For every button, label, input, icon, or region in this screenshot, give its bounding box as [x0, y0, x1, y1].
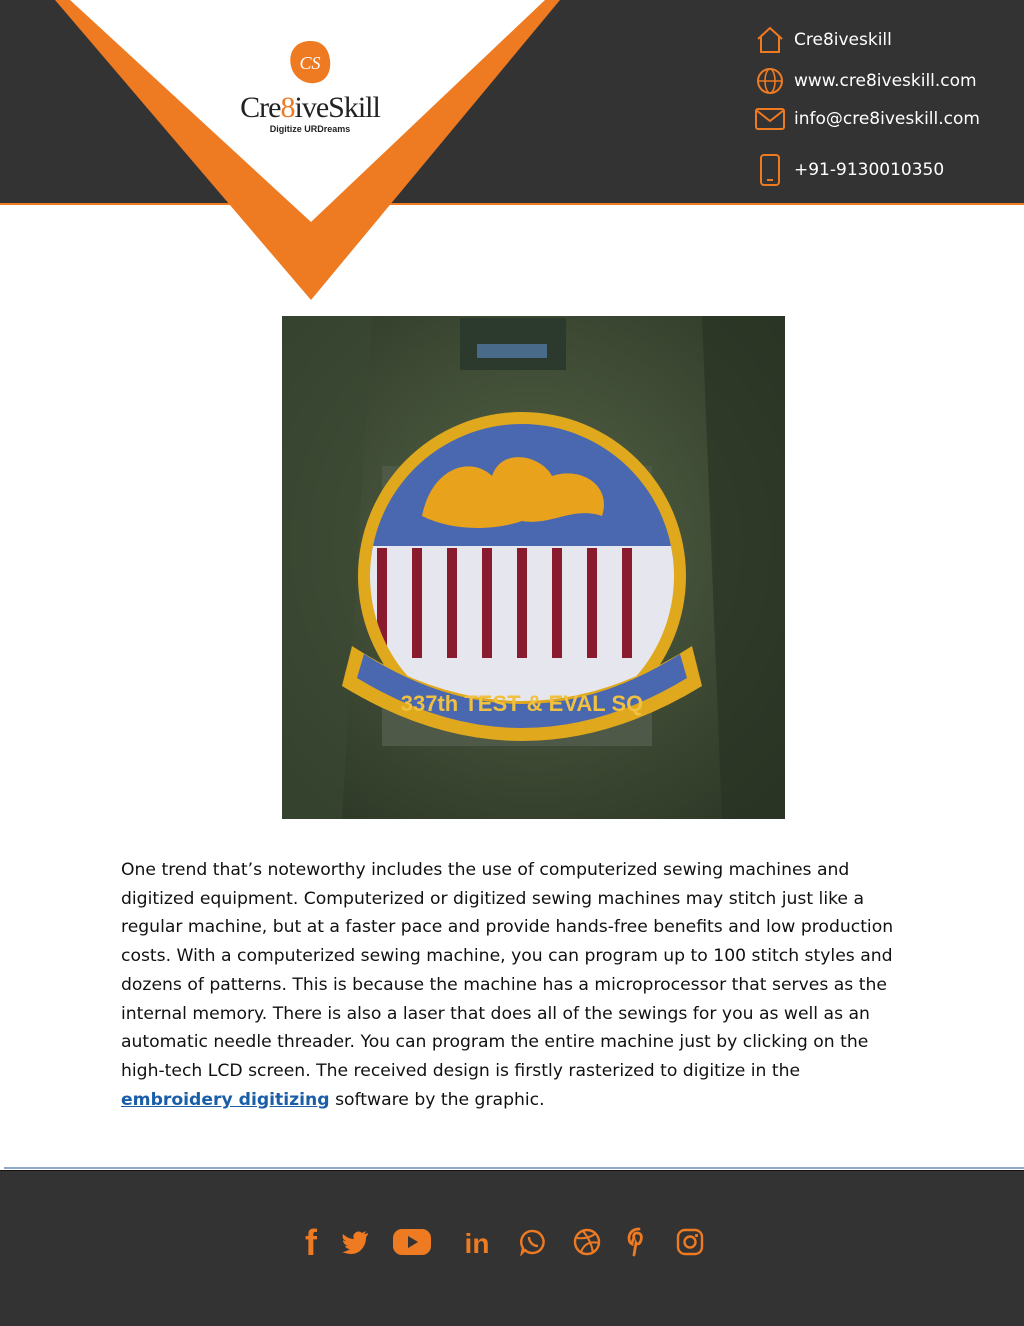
home-icon: [754, 24, 786, 56]
mail-icon: [754, 103, 786, 135]
contact-website[interactable]: www.cre8iveskill.com: [754, 65, 977, 97]
svg-text:in: in: [464, 1228, 490, 1257]
linkedin-icon[interactable]: [462, 1222, 492, 1262]
youtube-icon[interactable]: [392, 1222, 432, 1262]
dribbble-icon[interactable]: [572, 1222, 602, 1262]
contact-company: Cre8iveskill: [754, 24, 892, 56]
svg-text:337th TEST & EVAL SQ: 337th TEST & EVAL SQ: [400, 691, 644, 716]
footer-divider: [4, 1167, 1024, 1169]
contact-email[interactable]: info@cre8iveskill.com: [754, 103, 980, 135]
embroidery-digitizing-link[interactable]: embroidery digitizing: [121, 1089, 330, 1110]
facebook-icon[interactable]: [296, 1222, 326, 1262]
twitter-icon[interactable]: [340, 1222, 370, 1262]
pinterest-icon[interactable]: [626, 1222, 652, 1262]
brand-name: Cre8iveSkill: [240, 91, 380, 124]
svg-text:CS: CS: [299, 53, 321, 73]
embroidered-patch-photo: [282, 316, 785, 819]
social-icons: [296, 1222, 704, 1262]
brand-logo[interactable]: [240, 38, 380, 134]
monogram-icon: [285, 38, 335, 88]
instagram-icon[interactable]: [676, 1222, 704, 1262]
svg-text:f: f: [305, 1225, 317, 1259]
globe-icon: [754, 65, 786, 97]
brand-tagline: Digitize URDreams: [269, 124, 351, 134]
whatsapp-icon[interactable]: [518, 1222, 548, 1262]
article-paragraph: One trend that’s noteworthy includes the use of computerized sewing machines and digitized equipment. Computerized or digitized sewing machines may stitch just like a regular machine, but at a faster pace and provide hands-free benefits and low production costs. With a computerized sewing machine, you can program up to 100 stitch styles and dozens of patterns. This is because the machine has a microprocessor that serves as the internal memory. There is also a laser that does all of the sewings for you as well as an automatic needle threader. You can program the entire machine just by clicking on the high-tech LCD screen. The received design is firstly rasterized to digitize in the embroidery digitizing software by the graphic.: [121, 860, 894, 1110]
mobile-phone-icon: [754, 154, 786, 186]
contact-phone[interactable]: +91-9130010350: [754, 154, 944, 186]
